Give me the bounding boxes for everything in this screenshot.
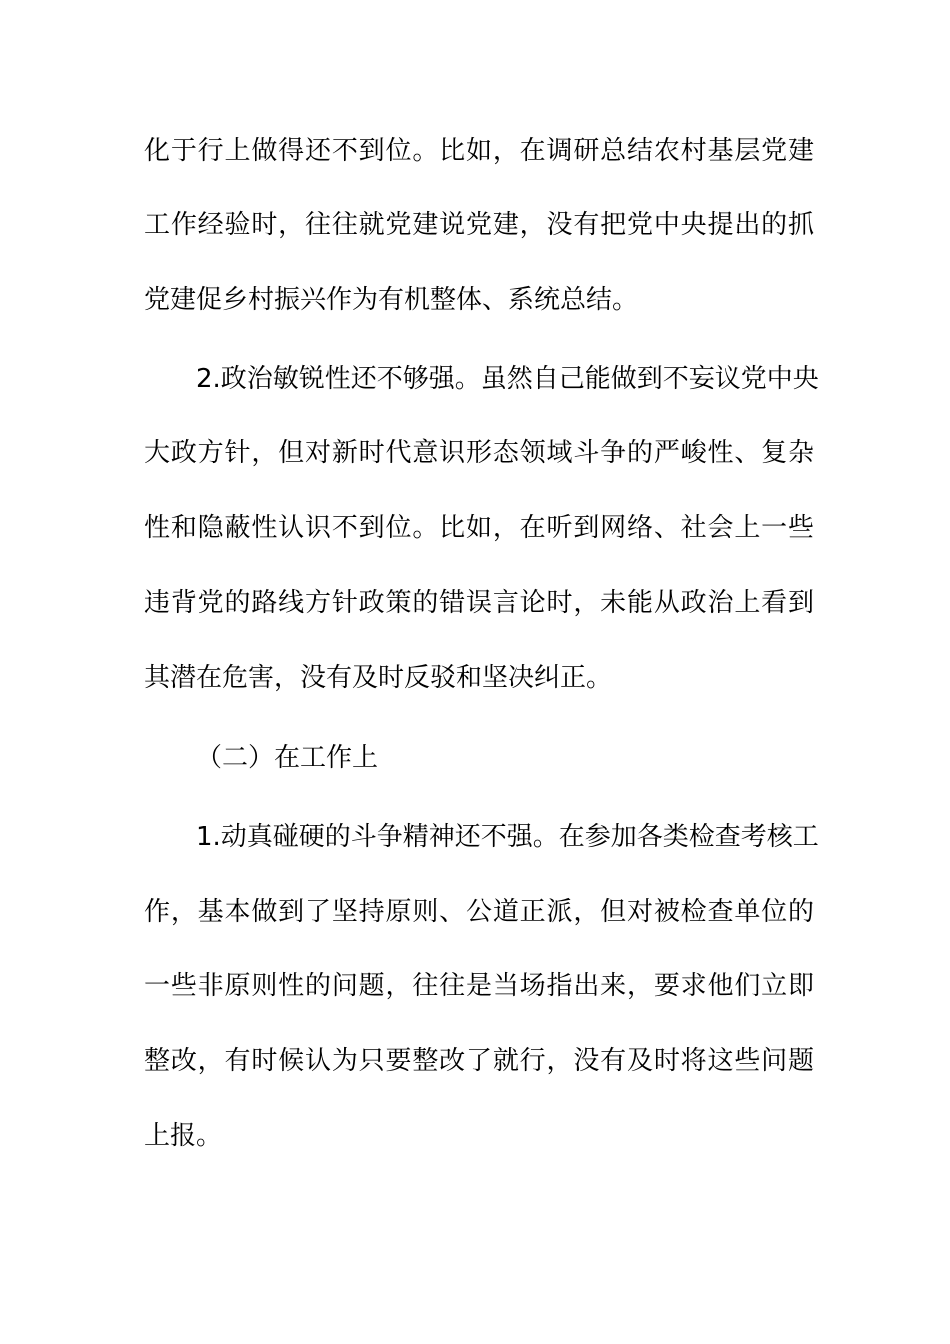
body-text-line: 整改，有时候认为只要整改了就行，没有及时将这些问题 [144,1046,814,1076]
body-text-line: 性和隐蔽性认识不到位。比如，在听到网络、社会上一些 [144,513,814,543]
body-text-line: 其潜在危害，没有及时反驳和坚决纠正。 [144,663,613,693]
body-text-line: 工作经验时，往往就党建说党建，没有把党中央提出的抓 [144,210,814,240]
paragraph-first-line: 2.政治敏锐性还不够强。虽然自己能做到不妄议党中央 [196,364,819,394]
paragraph-first-line: 1.动真碰硬的斗争精神还不强。在参加各类检查考核工 [196,822,819,852]
body-text-line: 党建促乡村振兴作为有机整体、系统总结。 [144,285,639,315]
body-text-line: 作，基本做到了坚持原则、公道正派，但对被检查单位的 [144,897,814,927]
body-text-line: 一些非原则性的问题，往往是当场指出来，要求他们立即 [144,971,814,1001]
section-heading: （二）在工作上 [196,743,379,773]
body-text-line: 违背党的路线方针政策的错误言论时，未能从政治上看到 [144,588,814,618]
body-text-line: 大政方针，但对新时代意识形态领域斗争的严峻性、复杂 [144,438,814,468]
body-text-line: 化于行上做得还不到位。比如，在调研总结农村基层党建 [144,136,814,166]
body-text-line: 上报。 [144,1121,223,1151]
